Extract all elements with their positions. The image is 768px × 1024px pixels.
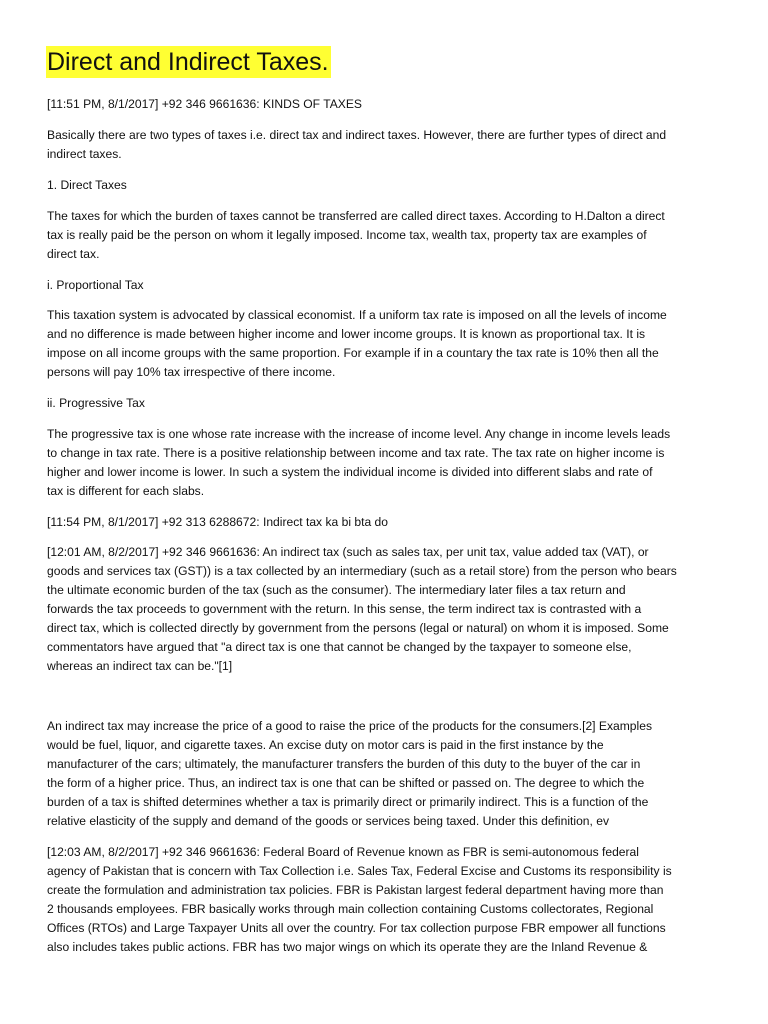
paragraph-chat-header-1: [47, 95, 737, 114]
text-line: The taxes for which the burden of taxes cannot be transferred are called direct taxes. According to H.Dalton a direct: [47, 209, 665, 223]
paragraph-progressive-tax: [47, 425, 737, 501]
text-line: direct tax.: [47, 247, 100, 261]
text-line: to change in tax rate. There is a positive relationship between income and tax rate. The tax rate on higher income is: [47, 446, 665, 460]
text-line: direct tax, which is collected directly by government from the persons (legal or natural) on whom it is imposed. Some: [47, 621, 669, 635]
text-line: and no difference is made between higher income and lower income groups. It is known as proportional tax. It is: [47, 327, 646, 341]
heading-proportional-tax: [47, 276, 737, 295]
paragraph-indirect-tax-examples: [47, 717, 737, 831]
text-line: burden of a tax is shifted determines whether a tax is primarily direct or primarily indirect. This is a function of the: [47, 795, 649, 809]
text-line: impose on all income groups with the same proportion. For example if in a countary the tax rate is 10% then all the: [47, 346, 659, 360]
paragraph-chat-header-2: [47, 513, 737, 532]
heading-progressive-tax: [47, 394, 737, 413]
paragraph-fbr: [47, 843, 737, 957]
text-line: whereas an indirect tax can be."[1]: [47, 659, 233, 673]
text-line: This taxation system is advocated by classical economist. If a uniform tax rate is imposed on all the levels of income: [47, 308, 667, 322]
text-line: relative elasticity of the supply and demand of the goods or services being taxed. Under this definition, ev: [47, 814, 610, 828]
paragraph-direct-taxes: [47, 207, 737, 264]
text-line: Offices (RTOs) and Large Taxpayer Units all over the country. For tax collection purpose FBR empower all functions: [47, 921, 666, 935]
text-line: indirect taxes.: [47, 147, 122, 161]
heading-direct-taxes: [47, 176, 737, 195]
text-line: higher and lower income is lower. In such a system the individual income is divided into different slabs and rate of: [47, 465, 653, 479]
text-line: persons will pay 10% tax irrespective of there income.: [47, 365, 336, 379]
text-line: The progressive tax is one whose rate increase with the increase of income level. Any change in income levels leads: [47, 427, 671, 441]
text-line: tax is really paid be the person on whom it legally imposed. Income tax, wealth tax, property tax are examples of: [47, 228, 647, 242]
text-line: 1. Direct Taxes: [47, 178, 127, 192]
text-line: [12:03 AM, 8/2/2017] +92 346 9661636: Federal Board of Revenue known as FBR is semi-autonomous federal: [47, 845, 639, 859]
text-line: also includes takes public actions. FBR has two major wings on which its operate they are the Inland Revenue &: [47, 940, 648, 954]
text-line: forwards the tax proceeds to government with the return. In this sense, the term indirect tax is contrasted with a: [47, 602, 642, 616]
text-line: agency of Pakistan that is concern with Tax Collection i.e. Sales Tax, Federal Excise and Customs its responsibility is: [47, 864, 672, 878]
document-title: Direct and Indirect Taxes.: [47, 48, 329, 76]
text-line: tax is different for each slabs.: [47, 484, 205, 498]
text-line: An indirect tax may increase the price of a good to raise the price of the products for the consumers.[2] Examples: [47, 719, 652, 733]
paragraph-proportional-tax: [47, 306, 737, 382]
text-line: the ultimate economic burden of the tax (such as the consumer). The intermediary later files a tax return and: [47, 583, 626, 597]
text-line: Basically there are two types of taxes i.e. direct tax and indirect taxes. However, there are further types of direct and: [47, 128, 667, 142]
text-line: ii. Progressive Tax: [47, 396, 145, 410]
text-line: [11:54 PM, 8/1/2017] +92 313 6288672: Indirect tax ka bi bta do: [47, 515, 388, 529]
text-line: goods and services tax (GST)) is a tax collected by an intermediary (such as a retail store) from the person who bears: [47, 564, 677, 578]
paragraph-intro: [47, 126, 737, 164]
text-line: [12:01 AM, 8/2/2017] +92 346 9661636: An indirect tax (such as sales tax, per unit tax, value added tax (VAT), or: [47, 545, 649, 559]
paragraph-indirect-tax: [47, 543, 737, 676]
text-line: commentators have argued that "a direct tax is one that cannot be changed by the taxpayer to someone else,: [47, 640, 632, 654]
text-line: would be fuel, liquor, and cigarette taxes. An excise duty on motor cars is paid in the first instance by the: [47, 738, 604, 752]
text-line: 2 thousands employees. FBR basically works through main collection containing Customs collectorates, Regional: [47, 902, 654, 916]
text-line: the form of a higher price. Thus, an indirect tax is one that can be shifted or passed on. The degree to which the: [47, 776, 645, 790]
text-line: i. Proportional Tax: [47, 278, 144, 292]
text-line: manufacturer of the cars; ultimately, the manufacturer transfers the burden of this duty to the buyer of the car in: [47, 757, 641, 771]
text-line: [11:51 PM, 8/1/2017] +92 346 9661636: KINDS OF TAXES: [47, 97, 362, 111]
text-line: create the formulation and administration tax policies. FBR is Pakistan largest federal department having more than: [47, 883, 664, 897]
